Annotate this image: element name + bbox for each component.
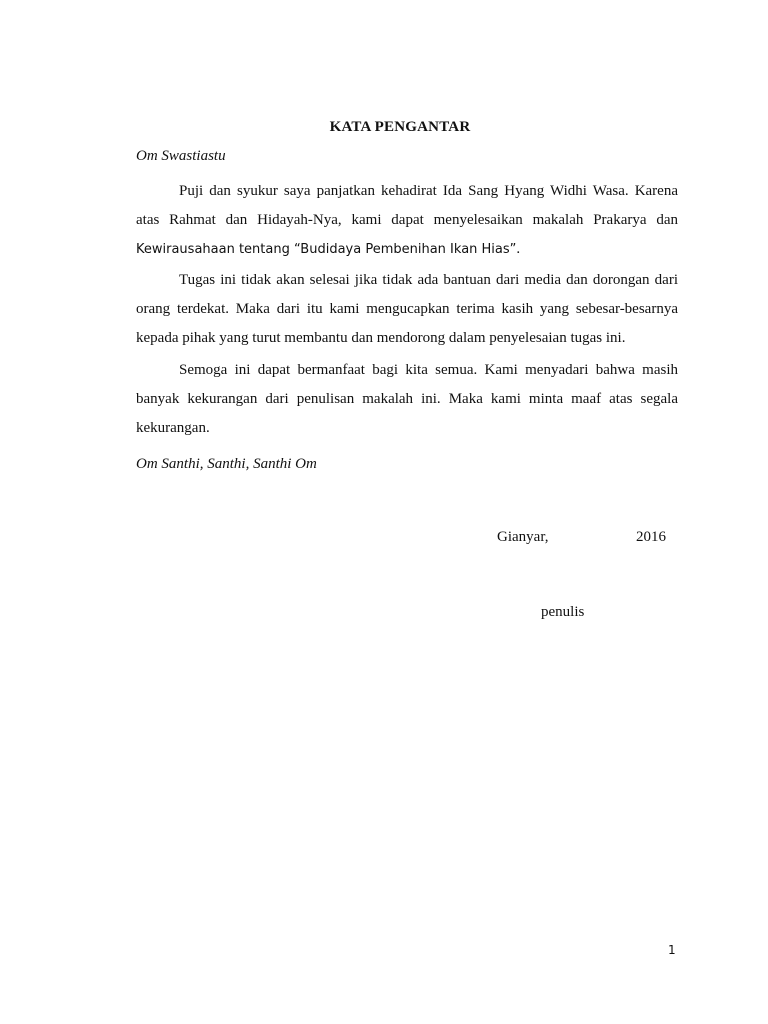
page-title: KATA PENGANTAR xyxy=(329,119,471,135)
closing-greeting: Om Santhi, Santhi, Santhi Om xyxy=(136,456,317,472)
signature-author: penulis xyxy=(541,604,585,620)
paragraph-1-sans-text: Kewirausahaan tentang “Budidaya Pembenihan Ikan Hias” xyxy=(136,242,517,257)
paragraph-2: Tugas ini tidak akan selesai jika tidak ada bantuan dari media dan dorongan dari orang terdekat. Maka dari itu kami mengucapkan terima kasih yang sebesar-besarnya kepada pihak yang turut membantu dan mendorong dalam penyelesaian tugas ini. xyxy=(136,272,678,346)
paragraph-3: Semoga ini dapat bermanfaat bagi kita semua. Kami menyadari bahwa masih banyak kekurangan dari penulisan makalah ini. Maka kami minta maaf atas segala kekurangan. xyxy=(136,362,678,436)
page-number: 1 xyxy=(668,943,676,957)
paragraph-1-text: Puji dan syukur saya panjatkan kehadirat Ida Sang Hyang Widhi Wasa. Karena atas Rahmat dan Hidayah-Nya, kami dapat menyelesaikan makalah Prakarya dan xyxy=(136,183,678,228)
signature-place: Gianyar, xyxy=(497,529,549,545)
paragraph-1-end: . xyxy=(516,241,521,257)
opening-greeting: Om Swastiastu xyxy=(136,148,226,164)
paragraph-1 xyxy=(136,177,678,264)
signature-year: 2016 xyxy=(636,529,666,545)
